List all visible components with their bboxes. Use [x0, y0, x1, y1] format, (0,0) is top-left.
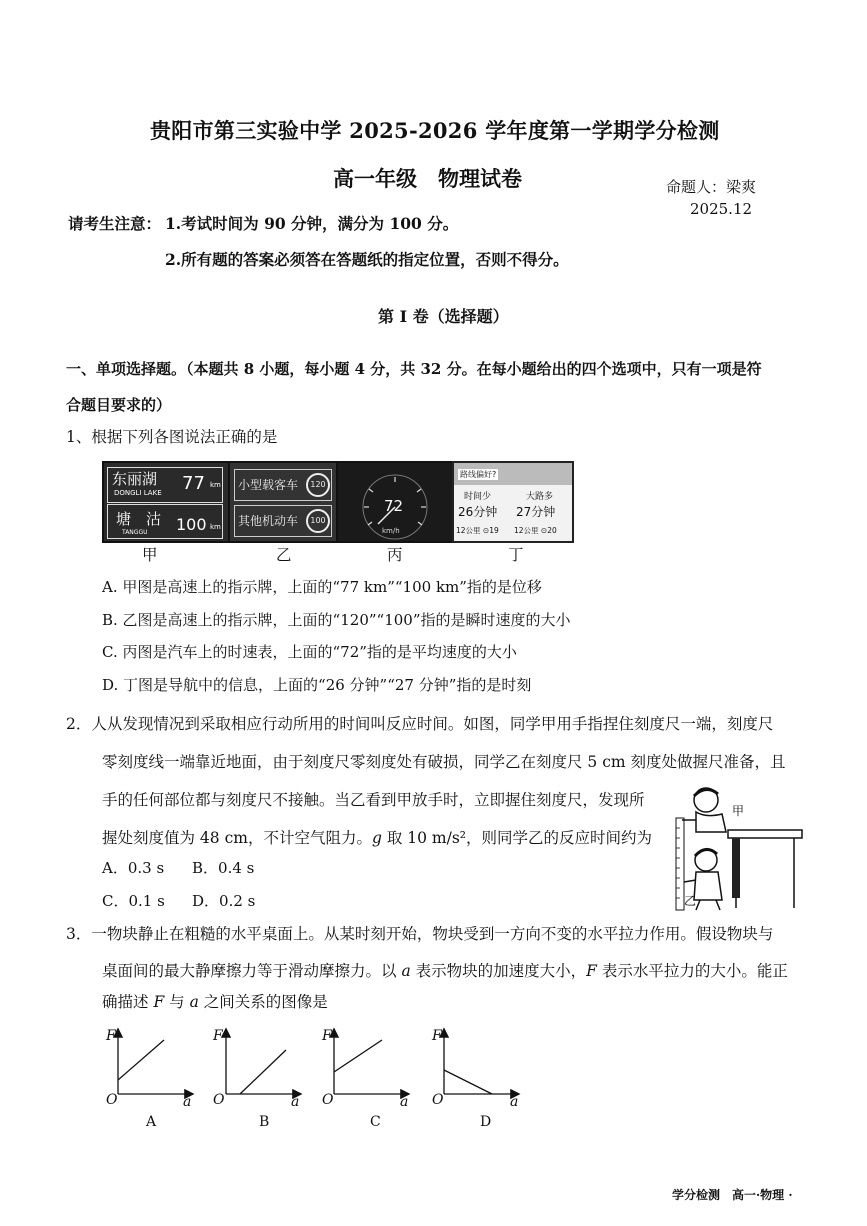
- q2-line-3: 手的任何部位都与刻度尺不接触。当乙看到甲放手时，立即握住刻度尺，发现所: [102, 791, 645, 809]
- q2-option-b: B．0.4 s: [192, 859, 255, 877]
- page-footer: 学分检测 高一·物理 ·: [672, 1188, 793, 1202]
- q3-var-f: F: [586, 962, 597, 980]
- graph-a-label: A: [146, 1114, 157, 1130]
- q3-line-3: [102, 990, 328, 1012]
- author-line: 命题人：梁爽: [666, 178, 757, 196]
- sign-jia-row1-unit: km: [210, 481, 221, 489]
- sign-jia-row1-value: 77: [182, 473, 205, 494]
- graph-c-axis-f: F: [322, 1028, 332, 1044]
- q2-line-4a: 握处刻度值为 48 cm，不计空气阻力。: [102, 829, 372, 847]
- graph-b-line: [240, 1050, 286, 1094]
- q2-option-a: A．0.3 s: [102, 859, 165, 877]
- q2-line-2: 零刻度线一端靠近地面，由于刻度尺零刻度处有破损，同学乙在刻度尺 5 cm 刻度处做握尺准备，且: [102, 753, 786, 771]
- speedometer: [336, 461, 454, 543]
- panel-label-bing: 丙: [387, 546, 403, 564]
- q2-line-1: 2．人从发现情况到采取相应行动所用的时间叫反应时间。如图，同学甲用手指捏住刻度尺一端，刻度尺: [66, 715, 774, 733]
- sign-jia-row2-name: 塘 沽: [116, 510, 162, 528]
- graph-a: [118, 1030, 192, 1094]
- q3-graphs: [96, 1026, 536, 1136]
- sign-yi-row2-text: 其他机动车: [238, 514, 299, 528]
- sign-jia-row2-unit: km: [210, 523, 221, 531]
- graph-b-axis-a: a: [291, 1094, 300, 1110]
- graph-c-origin: O: [322, 1092, 334, 1108]
- part1-heading-line2: 合题目要求的）: [66, 396, 172, 414]
- q2-line-4b: 取 10 m/s²，则同学乙的反应时间约为: [381, 829, 652, 847]
- speedometer-value: 72: [384, 497, 404, 515]
- sign-jia-row2-value: 100: [176, 515, 207, 534]
- panel-label-jia: 甲: [142, 546, 158, 564]
- q3-line-2: [102, 959, 807, 981]
- graph-b-origin: O: [213, 1092, 225, 1108]
- sign-jia-row1-pinyin: DONGLI LAKE: [114, 489, 162, 497]
- q2-option-c: C．0.1 s: [102, 892, 165, 910]
- sign-yi-row1-limit: 120: [306, 473, 330, 497]
- sign-jia: [102, 461, 230, 543]
- exam-subtitle: 高一年级 物理试卷: [333, 166, 522, 191]
- graph-d: [444, 1030, 518, 1094]
- nav-banner: 路线偏好?: [460, 470, 497, 479]
- notice-label: 请考生注意：: [68, 214, 162, 233]
- nav-left-time: 26分钟: [458, 505, 498, 519]
- q3-var-a-2: a: [189, 993, 199, 1011]
- sign-yi: [228, 461, 338, 543]
- graph-d-line: [444, 1070, 492, 1094]
- graph-c-line: [334, 1040, 382, 1072]
- nav-right-time: 27分钟: [516, 505, 556, 519]
- nav-right-info: 12公里 ⊙20: [514, 526, 557, 535]
- panel-label-yi: 乙: [276, 546, 292, 564]
- panel-label-ding: 丁: [508, 546, 524, 564]
- graph-b-axis-f: F: [213, 1028, 223, 1044]
- exam-title: 贵阳市第三实验中学 2025-2026 学年度第一学期学分检测: [150, 118, 720, 143]
- q1-stem: 1、根据下列各图说法正确的是: [66, 428, 278, 446]
- q2-figure-ruler-experiment: [666, 782, 806, 914]
- graph-d-label: D: [480, 1114, 492, 1130]
- q3-line-3a: 确描述: [102, 993, 154, 1011]
- graph-d-axis-a: a: [510, 1094, 519, 1110]
- section-title: 第 I 卷（选择题）: [378, 307, 509, 326]
- q2-option-d: D．0.2 s: [192, 892, 256, 910]
- graph-b-label: B: [259, 1114, 270, 1130]
- graph-c-axis-a: a: [400, 1094, 409, 1110]
- q1-option-d: D. 丁图是导航中的信息，上面的“26 分钟”“27 分钟”指的是时刻: [102, 676, 532, 694]
- q3-var-a: a: [401, 962, 411, 980]
- graph-d-origin: O: [432, 1092, 444, 1108]
- q2-figure-label-jia: 甲: [732, 804, 745, 818]
- navigation-panel: [452, 461, 574, 543]
- q1-option-a: A. 甲图是高速上的指示牌，上面的“77 km”“100 km”指的是位移: [102, 578, 542, 596]
- graph-a-axis-a: a: [183, 1094, 192, 1110]
- sign-yi-row2-limit: 100: [306, 509, 330, 533]
- notice-item-2: 2.所有题的答案必须答在答题纸的指定位置，否则不得分。: [165, 250, 569, 269]
- q2-line-4: [102, 826, 652, 848]
- graph-b: [226, 1030, 300, 1094]
- graph-a-origin: O: [106, 1092, 118, 1108]
- sign-jia-row2-pinyin: TANGGU: [122, 529, 148, 536]
- graph-a-line: [118, 1040, 164, 1080]
- q1-option-b: B. 乙图是高速上的指示牌，上面的“120”“100”指的是瞬时速度的大小: [102, 611, 571, 629]
- q2-figure-label-yi: 乙: [684, 894, 697, 908]
- q1-figure-strip: [102, 461, 572, 541]
- sign-yi-row1-text: 小型载客车: [238, 478, 299, 492]
- nav-right-title: 大路多: [526, 492, 554, 502]
- speedometer-unit: km/h: [382, 527, 400, 535]
- graph-c-label: C: [370, 1114, 381, 1130]
- q3-line-2a: 桌面间的最大静摩擦力等于滑动摩擦力。以: [102, 962, 402, 980]
- nav-left-title: 时间少: [464, 492, 492, 502]
- graph-a-axis-f: F: [106, 1028, 116, 1044]
- q3-line-3c: 之间关系的图像是: [198, 993, 328, 1011]
- q3-line-2b: 表示物块的加速度大小，: [410, 962, 587, 980]
- nav-left-info: 12公里 ⊙19: [456, 526, 499, 535]
- q3-line-2c: 表示水平拉力的大小。能正: [596, 962, 788, 980]
- graph-c: [334, 1030, 408, 1094]
- q1-option-c: C. 丙图是汽车上的时速表，上面的“72”指的是平均速度的大小: [102, 643, 517, 661]
- part1-heading-line1: 一、单项选择题。（本题共 8 小题，每小题 4 分，共 32 分。在每小题给出的四个选项中，只有一项是符: [66, 360, 762, 378]
- q3-line-1: 3．一物块静止在粗糙的水平桌面上。从某时刻开始，物块受到一方向不变的水平拉力作用。假设物块与: [66, 925, 774, 943]
- sign-jia-row1-name: 东丽湖: [112, 470, 158, 488]
- graph-d-axis-f: F: [432, 1028, 442, 1044]
- exam-date: 2025.12: [690, 200, 753, 218]
- q2-g-symbol: g: [371, 829, 382, 847]
- q3-var-f-2: F: [153, 993, 165, 1011]
- q3-line-3b: 与: [164, 993, 190, 1011]
- notice-item-1: 1.考试时间为 90 分钟，满分为 100 分。: [165, 214, 459, 233]
